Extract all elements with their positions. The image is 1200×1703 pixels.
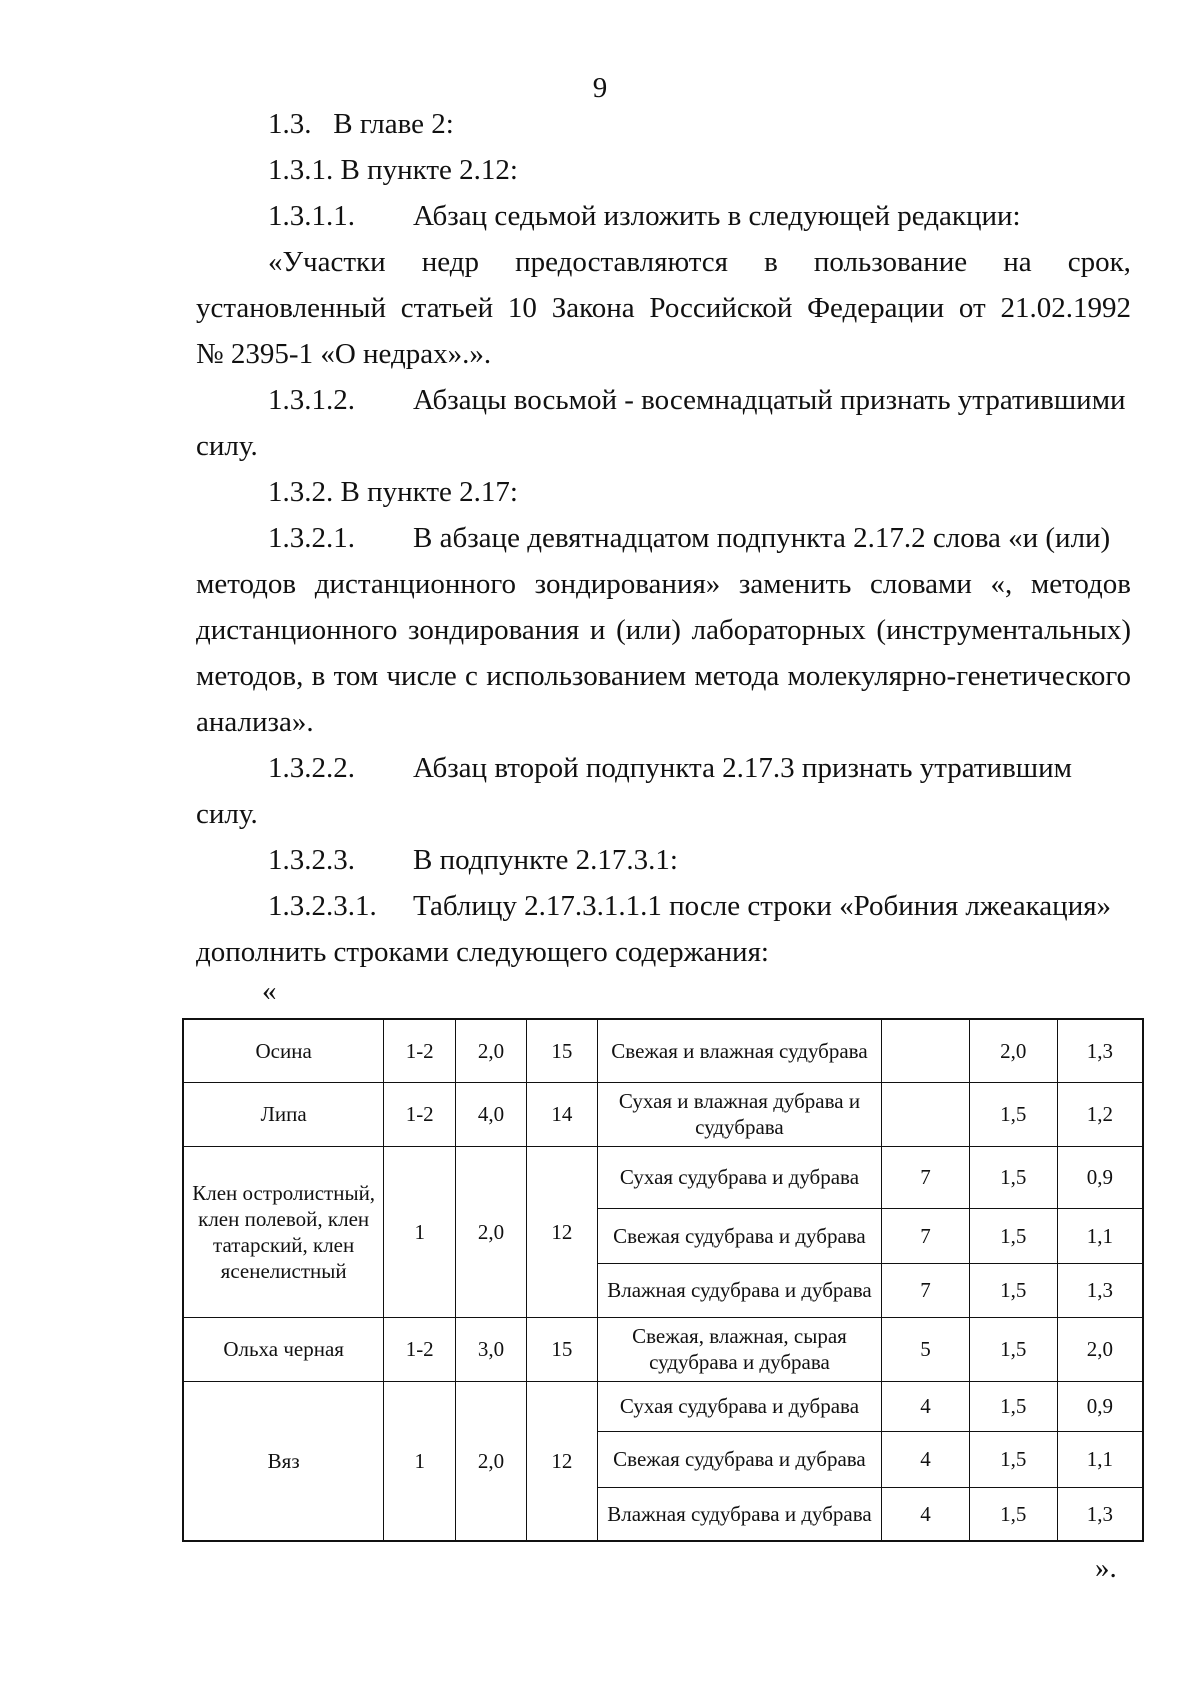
table-row: [183, 1082, 1143, 1146]
paragraph-line: методов, в том числе с использованием метода молекулярно-генетического: [196, 660, 1131, 692]
clause-text: Абзац второй подпункта 2.17.3 признать утратившим: [413, 752, 1072, 784]
table-cell: 12: [526, 1146, 597, 1317]
clause-1-3: [268, 104, 454, 144]
table-cell: 4,0: [456, 1082, 527, 1146]
table-cell: 0,9: [1057, 1381, 1143, 1431]
quote-line-2: установленный статьей 10 Закона Российской Федерации от 21.02.1992: [196, 292, 1131, 324]
page-number: 9: [592, 72, 608, 104]
forest-type-cell: Сухая судубрава и дубрава: [597, 1146, 881, 1208]
table-cell: 1: [384, 1146, 456, 1317]
table-row: [183, 1146, 1143, 1208]
forest-type-cell: Свежая судубрава и дубрава: [597, 1208, 881, 1263]
table-cell: 3,0: [456, 1317, 527, 1381]
table-cell: 7: [882, 1263, 970, 1317]
clause-text: В подпункте 2.17.3.1:: [413, 844, 678, 876]
forest-type-cell: Свежая и влажная судубрава: [597, 1019, 881, 1082]
paragraph-line: дополнить строками следующего содержания:: [196, 936, 769, 968]
clause-number: 1.3.1.1.: [268, 200, 355, 232]
opening-quote: «: [262, 975, 277, 1007]
table-cell: 1-2: [384, 1082, 456, 1146]
quote-line-3: № 2395-1 «О недрах».».: [196, 338, 492, 370]
table-cell: 1,2: [1057, 1082, 1143, 1146]
table-cell: 2,0: [1057, 1317, 1143, 1381]
forest-type-cell: Свежая, влажная, сырая судубрава и дубрава: [597, 1317, 881, 1381]
species-cell: Вяз: [183, 1381, 384, 1541]
paragraph-line: дистанционного зондирования и (или) лабораторных (инструментальных): [196, 614, 1131, 646]
table-cell: 1,3: [1057, 1019, 1143, 1082]
table-cell: 4: [882, 1431, 970, 1487]
clause-text: Абзац седьмой изложить в следующей редакции:: [413, 200, 1021, 232]
table-cell: 1,5: [969, 1487, 1057, 1541]
clause-text: Абзацы восьмой - восемнадцатый признать утратившими: [413, 384, 1126, 416]
clause-text: В главе 2:: [333, 108, 454, 140]
table-cell: 1,5: [969, 1317, 1057, 1381]
species-table: [182, 1018, 1144, 1542]
table-cell: 15: [526, 1019, 597, 1082]
word: на: [1003, 246, 1032, 278]
continuation: силу.: [196, 430, 258, 462]
table-cell: 0,9: [1057, 1146, 1143, 1208]
table-cell: 12: [526, 1381, 597, 1541]
species-cell: Осина: [183, 1019, 384, 1082]
clause-1-3-1-2: [268, 380, 1131, 420]
table-row: [183, 1019, 1143, 1082]
table-cell: 1,1: [1057, 1431, 1143, 1487]
word: в: [764, 246, 778, 278]
clause-1-3-2-3: [268, 840, 678, 880]
table-cell: 1,5: [969, 1263, 1057, 1317]
table-cell: [882, 1019, 970, 1082]
table-cell: 2,0: [456, 1146, 527, 1317]
clause-number: 1.3.2.3.: [268, 844, 355, 876]
closing-quote: ».: [1095, 1552, 1117, 1584]
forest-type-cell: Влажная судубрава и дубрава: [597, 1487, 881, 1541]
clause-number: 1.3.2.1.: [268, 522, 355, 554]
species-cell: Ольха черная: [183, 1317, 384, 1381]
table-cell: 7: [882, 1208, 970, 1263]
clause-1-3-2: 1.3.2. В пункте 2.17:: [268, 476, 518, 508]
species-cell: Клен остролистный, клен полевой, клен татарский, клен ясенелистный: [183, 1146, 384, 1317]
table-cell: 1,5: [969, 1082, 1057, 1146]
table-cell: 1,3: [1057, 1487, 1143, 1541]
word: недр: [421, 246, 480, 278]
table-cell: 4: [882, 1381, 970, 1431]
table-cell: 1-2: [384, 1317, 456, 1381]
table-row: [183, 1317, 1143, 1381]
table-cell: 15: [526, 1317, 597, 1381]
clause-1-3-2-3-1: [268, 886, 1111, 926]
forest-type-cell: Свежая судубрава и дубрава: [597, 1431, 881, 1487]
clause-1-3-1-1: [268, 196, 1021, 236]
clause-1-3-1: 1.3.1. В пункте 2.12:: [268, 154, 518, 186]
word: срок,: [1067, 246, 1131, 278]
forest-type-cell: Сухая судубрава и дубрава: [597, 1381, 881, 1431]
clause-number: 1.3.2.3.1.: [268, 890, 377, 922]
table-cell: 2,0: [456, 1019, 527, 1082]
table-cell: 4: [882, 1487, 970, 1541]
clause-number: 1.3.1.2.: [268, 384, 355, 416]
word: пользование: [813, 246, 968, 278]
table-row: [183, 1381, 1143, 1431]
clause-text: В абзаце девятнадцатом подпункта 2.17.2 слова «и (или): [413, 522, 1111, 554]
word: предоставляются: [515, 246, 729, 278]
paragraph-line: анализа».: [196, 706, 314, 738]
forest-type-cell: Сухая и влажная дубрава и судубрава: [597, 1082, 881, 1146]
table-cell: 1,1: [1057, 1208, 1143, 1263]
clause-number: 1.3.: [268, 108, 312, 140]
word: «Участки: [268, 246, 386, 278]
table-cell: 7: [882, 1146, 970, 1208]
table-cell: 14: [526, 1082, 597, 1146]
table-cell: 1-2: [384, 1019, 456, 1082]
clause-number: 1.3.2.2.: [268, 752, 355, 784]
table-cell: 2,0: [969, 1019, 1057, 1082]
table-cell: 1,5: [969, 1208, 1057, 1263]
table-cell: 1,5: [969, 1381, 1057, 1431]
table-cell: 1,3: [1057, 1263, 1143, 1317]
table-cell: 1: [384, 1381, 456, 1541]
table-cell: 1,5: [969, 1146, 1057, 1208]
clause-text: Таблицу 2.17.3.1.1.1 после строки «Робиния лжеакация»: [413, 890, 1112, 922]
table-cell: 5: [882, 1317, 970, 1381]
table-cell: [882, 1082, 970, 1146]
paragraph-line: методов дистанционного зондирования» заменить словами «, методов: [196, 568, 1131, 600]
clause-1-3-2-2: [268, 748, 1072, 788]
quote-line-1: [268, 242, 1131, 282]
forest-type-cell: Влажная судубрава и дубрава: [597, 1263, 881, 1317]
clause-1-3-2-1: [268, 518, 1110, 558]
table-cell: 1,5: [969, 1431, 1057, 1487]
table-cell: 2,0: [456, 1381, 527, 1541]
species-cell: Липа: [183, 1082, 384, 1146]
continuation: силу.: [196, 798, 258, 830]
